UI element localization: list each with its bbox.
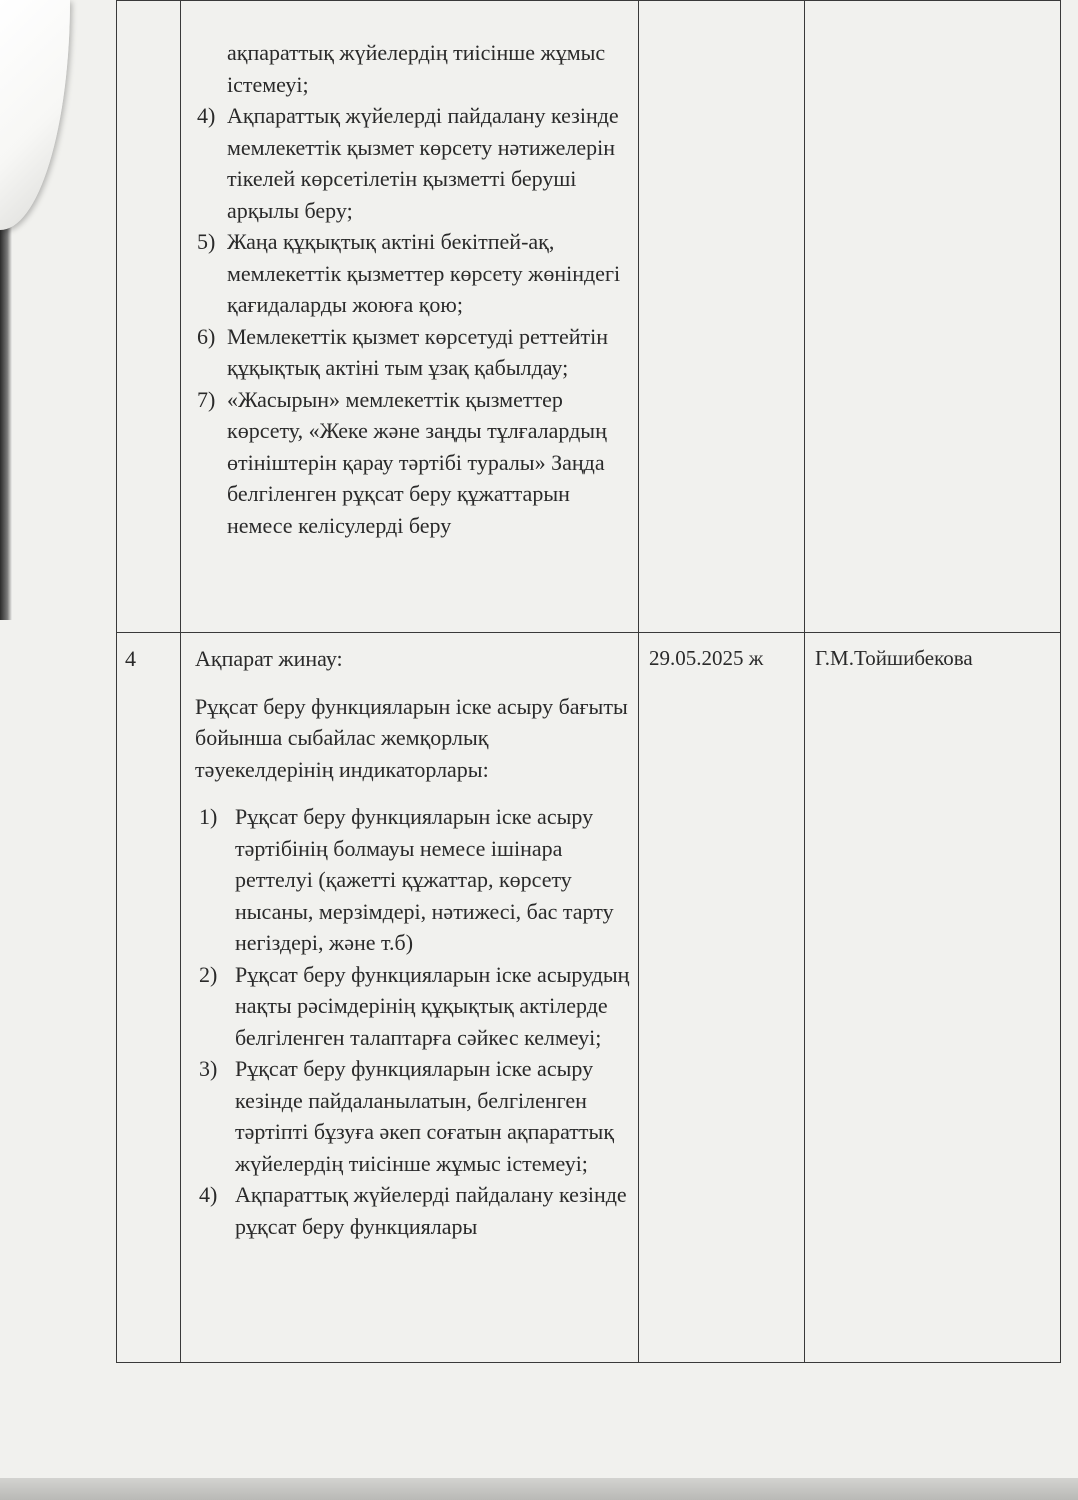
indicator-list bbox=[195, 801, 630, 1242]
indicator-list bbox=[197, 100, 630, 541]
plan-table bbox=[116, 0, 1061, 1363]
section-intro: Рұқсат беру функцияларын іске асыру бағыты бойынша сыбайлас жемқорлық тәуекелдерінің индикаторлары: bbox=[195, 693, 628, 782]
item-text: «Жасырын» мемлекеттік қызметтер көрсету, «Жеке және заңды тұлғалардың өтініштерін қарау тәртібі туралы» Заңда белгіленген рұқсат беру құжаттарын немесе келісулерді беру bbox=[227, 386, 607, 538]
content-cell bbox=[181, 633, 639, 1363]
item-number: 2) bbox=[199, 961, 218, 987]
item-text: Рұқсат беру функцияларын іске асыру тәртібінің болмауы немесе ішінара реттелуі (қажетті құжаттар, көрсету нысаны, мерзімдері, нәтижесі, бас тарту негіздері, және т.б) bbox=[235, 804, 614, 955]
list-item bbox=[195, 1179, 630, 1242]
list-item bbox=[195, 801, 630, 959]
scan-bottom-edge bbox=[0, 1478, 1078, 1500]
item-text: Рұқсат беру функцияларын іске асырудың нақты рәсімдерінің құқықтық актілерде белгіленген талаптарға сәйкес келмеуі; bbox=[235, 961, 630, 1050]
item-number: 6) bbox=[197, 323, 216, 349]
list-item bbox=[195, 1053, 630, 1179]
section-title: Ақпарат жинау: bbox=[195, 646, 343, 671]
content-cell bbox=[181, 1, 639, 633]
responsible-cell bbox=[805, 1, 1061, 633]
number-cell bbox=[117, 1, 181, 633]
item-text: Ақпараттық жүйелерді пайдалану кезінде рұқсат беру функциялары bbox=[235, 1182, 627, 1239]
item-number: 7) bbox=[197, 386, 216, 412]
item-text: Рұқсат беру функцияларын іске асыру кезінде пайдаланылатын, белгіленген тәртіпті бұзуға әкеп соғатын ақпараттық жүйелердің тиісінше жұмыс істемеуі; bbox=[235, 1056, 615, 1176]
deadline-date: 29.05.2025 ж bbox=[639, 633, 805, 1363]
date-cell bbox=[639, 1, 805, 633]
item-text: Мемлекеттік қызмет көрсетуді реттейтін құқықтық актіні тым ұзақ қабылдау; bbox=[227, 323, 609, 380]
list-item bbox=[197, 321, 630, 384]
continuation-text: ақпараттық жүйелердің тиісінше жұмыс істемеуі; bbox=[227, 40, 606, 97]
scan-left-edge bbox=[0, 200, 12, 620]
table-row bbox=[117, 633, 1061, 1363]
folded-corner bbox=[0, 0, 70, 230]
item-number: 5) bbox=[197, 229, 216, 254]
item-text: Жаңа құқықтық актіні бекітпей-ақ, мемлекеттік қызметтер көрсету жөніндегі қағидаларды жоюға қою; bbox=[227, 229, 621, 317]
responsible-person: Г.М.Тойшибекова bbox=[805, 633, 1061, 1363]
item-number: 3) bbox=[199, 1056, 218, 1081]
table-row bbox=[117, 1, 1061, 633]
row-number: 4 bbox=[117, 633, 181, 1363]
list-item bbox=[197, 226, 630, 321]
item-number: 4) bbox=[197, 103, 216, 128]
item-number: 4) bbox=[199, 1182, 218, 1207]
item-number: 1) bbox=[199, 804, 218, 829]
list-item bbox=[197, 384, 630, 542]
item-text: Ақпараттық жүйелерді пайдалану кезінде мемлекеттік қызмет көрсету нәтижелерін тікелей көрсетілетін қызметті беруші арқылы беру; bbox=[227, 103, 619, 223]
list-item bbox=[195, 959, 630, 1054]
list-item bbox=[197, 100, 630, 226]
